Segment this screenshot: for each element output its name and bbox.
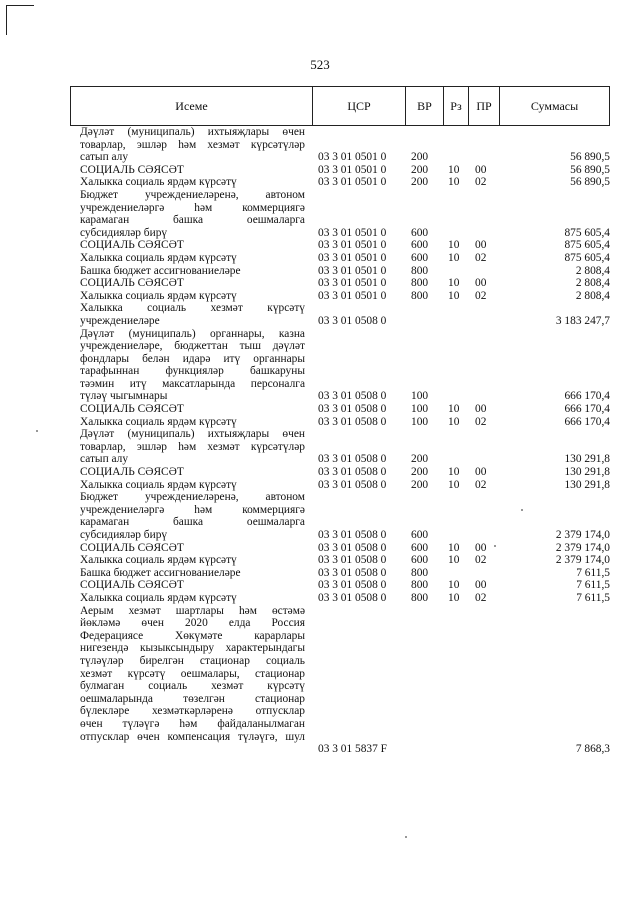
header-rz: Рз [450, 99, 462, 113]
row-csr: 03 3 01 0508 0 [318, 579, 387, 592]
row-name: Дәүләт (муниципаль) ихтыяҗлары өчен [80, 126, 305, 138]
row-sum: 2 808,4 [575, 264, 610, 277]
table-row [0, 592, 640, 605]
row-sum: 2 808,4 [575, 277, 610, 290]
table-row [0, 630, 640, 643]
row-vr: 600 [411, 251, 429, 264]
table-row [0, 164, 640, 177]
row-csr: 03 3 01 0501 0 [318, 151, 387, 164]
row-sum: 7 611,5 [576, 591, 610, 604]
row-pr: 02 [475, 415, 487, 428]
row-name: тарафыннан функцияләр башкаруны [80, 365, 305, 378]
crop-mark-horizontal [6, 5, 34, 6]
header-sum: Суммасы [530, 99, 579, 113]
row-pr: 00 [475, 541, 487, 554]
row-name: Халыкка социаль ярдәм күрсәтү [80, 478, 237, 491]
row-sum: 3 183 247,7 [555, 314, 610, 327]
row-sum: 130 291,8 [564, 466, 610, 479]
table-row [0, 453, 640, 466]
row-vr: 200 [411, 176, 429, 189]
row-name: Дәүләт (муниципаль) органнары, казна [80, 327, 305, 340]
table-row [0, 743, 640, 756]
row-name: бүлекләре хезмәткәрләренә отпусклар [80, 705, 305, 718]
table-row [0, 731, 640, 744]
table-row [0, 353, 640, 366]
row-sum: 130 291,8 [564, 453, 610, 466]
row-vr: 800 [411, 277, 429, 290]
row-vr: 800 [411, 566, 429, 579]
table-header [70, 86, 610, 126]
row-pr: 02 [475, 289, 487, 302]
row-vr: 200 [411, 478, 429, 491]
row-vr: 600 [411, 541, 429, 554]
scan-speck [36, 430, 38, 432]
row-vr: 600 [411, 239, 429, 252]
row-vr: 800 [411, 289, 429, 302]
row-vr: 200 [411, 466, 429, 479]
row-name: товарлар, эшләр һәм хезмәт күрсәтүләр [80, 138, 305, 151]
table-row [0, 126, 640, 139]
row-name: учреждениеләре [80, 314, 160, 327]
table-row [0, 668, 640, 681]
table-body [0, 126, 640, 756]
table-row [0, 529, 640, 542]
header-vr: ВР [417, 99, 432, 113]
row-name: Дәүләт (муниципаль) ихтыяҗлары өчен [80, 428, 305, 441]
row-vr: 200 [411, 163, 429, 176]
table-row [0, 302, 640, 315]
row-csr: 03 3 01 0501 0 [318, 277, 387, 290]
table-row [0, 265, 640, 278]
row-csr: 03 3 01 0501 0 [318, 239, 387, 252]
row-name: субсидияләр бирү [80, 226, 168, 239]
row-vr: 100 [411, 415, 429, 428]
row-name: Аерым хезмәт шартлары һәм өстәмә [80, 604, 305, 617]
row-csr: 03 3 01 0508 0 [318, 314, 387, 327]
row-rz: 10 [448, 403, 460, 416]
row-vr: 600 [411, 554, 429, 567]
table-row [0, 252, 640, 265]
row-csr: 03 3 01 0508 0 [318, 554, 387, 567]
row-pr: 02 [475, 554, 487, 567]
table-row [0, 554, 640, 567]
row-sum: 7 611,5 [576, 579, 610, 592]
crop-mark-vertical [6, 5, 7, 35]
row-name: субсидияләр бирү [80, 529, 168, 541]
row-sum: 875 605,4 [564, 251, 610, 264]
row-name: СОЦИАЛЬ СӘЯСӘТ [80, 466, 184, 479]
table-row [0, 567, 640, 580]
row-sum: 875 605,4 [564, 239, 610, 252]
table-row [0, 378, 640, 391]
row-csr: 03 3 01 0508 0 [318, 478, 387, 491]
row-sum: 2 808,4 [575, 289, 610, 302]
row-name: СОЦИАЛЬ СӘЯСӘТ [80, 163, 184, 176]
header-name: Исеме [175, 99, 208, 113]
row-name: Халыкка социаль ярдәм күрсәтү [80, 289, 237, 302]
table-row [0, 617, 640, 630]
header-csr: ЦСР [347, 99, 371, 113]
row-name: Халыкка социаль хезмәт күрсәтү [80, 302, 305, 315]
table-row [0, 202, 640, 215]
row-vr: 800 [411, 264, 429, 277]
table-row [0, 491, 640, 504]
row-pr: 00 [475, 277, 487, 290]
row-name: Халыкка социаль ярдәм күрсәтү [80, 176, 237, 189]
table-row [0, 151, 640, 164]
row-name: Халыкка социаль ярдәм күрсәтү [80, 251, 237, 264]
row-vr: 600 [411, 529, 429, 541]
row-name: түләүләр бирелгән стационар социаль [80, 654, 305, 667]
scan-speck [405, 836, 407, 838]
row-name: отпусклар өчен компенсация түләүгә, шул [80, 730, 305, 743]
table-row [0, 403, 640, 416]
table-row [0, 642, 640, 655]
table-row [0, 365, 640, 378]
row-csr: 03 3 01 0508 0 [318, 466, 387, 479]
row-name: Башка бюджет ассигнованиеләре [80, 264, 241, 277]
row-name: СОЦИАЛЬ СӘЯСӘТ [80, 277, 184, 290]
row-rz: 10 [448, 163, 460, 176]
table-row [0, 340, 640, 353]
row-pr: 00 [475, 163, 487, 176]
table-row [0, 139, 640, 152]
row-name: фондлары белән идарә итү органнары [80, 352, 305, 365]
row-sum: 666 170,4 [564, 403, 610, 416]
row-sum: 666 170,4 [564, 415, 610, 428]
row-name: Бюджет учреждениеләренә, автоном [80, 188, 305, 201]
row-name: нигезендә кызыксындыру характерындагы [80, 642, 305, 655]
row-name: учреждениеләргә һәм коммерциягә [80, 201, 305, 214]
table-row [0, 189, 640, 202]
row-name: сатып алу [80, 151, 129, 164]
row-name: СОЦИАЛЬ СӘЯСӘТ [80, 239, 184, 252]
row-pr: 00 [475, 403, 487, 416]
row-pr: 00 [475, 466, 487, 479]
row-rz: 10 [448, 289, 460, 302]
row-name: түләү чыгымнары [80, 390, 168, 403]
row-vr: 100 [411, 403, 429, 416]
row-pr: 02 [475, 176, 487, 189]
row-sum: 875 605,4 [564, 226, 610, 239]
row-rz: 10 [448, 554, 460, 567]
scan-speck [494, 545, 496, 547]
row-sum: 56 890,5 [570, 151, 610, 164]
table-row [0, 239, 640, 252]
row-pr: 02 [475, 478, 487, 491]
row-pr: 02 [475, 251, 487, 264]
row-sum: 2 379 174,0 [555, 529, 610, 541]
row-name: йөкләмә өчен 2020 елда Россия [80, 617, 305, 630]
table-row [0, 516, 640, 529]
table-row [0, 315, 640, 328]
row-rz: 10 [448, 478, 460, 491]
row-csr: 03 3 01 0508 0 [318, 453, 387, 466]
row-vr: 800 [411, 579, 429, 592]
row-pr: 00 [475, 579, 487, 592]
row-pr: 00 [475, 239, 487, 252]
row-rz: 10 [448, 541, 460, 554]
row-name: булмаган социаль хезмәт күрсәтү [80, 680, 305, 693]
table-row [0, 693, 640, 706]
row-rz: 10 [448, 579, 460, 592]
row-csr: 03 3 01 5837 F [318, 743, 387, 756]
row-rz: 10 [448, 176, 460, 189]
row-rz: 10 [448, 251, 460, 264]
table-row [0, 466, 640, 479]
table-row [0, 290, 640, 303]
row-csr: 03 3 01 0508 0 [318, 541, 387, 554]
row-name: хезмәт күрсәтү оешмалары, стационар [80, 667, 305, 680]
table-row [0, 479, 640, 492]
table-row [0, 441, 640, 454]
row-vr: 200 [411, 151, 429, 164]
row-csr: 03 3 01 0501 0 [318, 289, 387, 302]
table-row [0, 428, 640, 441]
row-csr: 03 3 01 0501 0 [318, 226, 387, 239]
row-name: Бюджет учреждениеләренә, автоном [80, 491, 305, 504]
header-pr: ПР [476, 99, 492, 113]
row-csr: 03 3 01 0501 0 [318, 163, 387, 176]
table-row [0, 416, 640, 429]
row-name: сатып алу [80, 453, 129, 466]
row-sum: 7 611,5 [576, 566, 610, 579]
row-name: СОЦИАЛЬ СӘЯСӘТ [80, 403, 184, 416]
row-name: карамаган башка оешмаларга [80, 214, 305, 227]
row-vr: 800 [411, 591, 429, 604]
row-name: Федерациясе Хөкүмәте карарлары [80, 629, 305, 642]
row-csr: 03 3 01 0508 0 [318, 415, 387, 428]
row-sum: 56 890,5 [570, 163, 610, 176]
row-name: товарлар, эшләр һәм хезмәт күрсәтүләр [80, 440, 305, 453]
table-row [0, 328, 640, 341]
table-row [0, 214, 640, 227]
table-row [0, 655, 640, 668]
row-name: Халыкка социаль ярдәм күрсәтү [80, 591, 237, 604]
table-row [0, 718, 640, 731]
row-csr: 03 3 01 0508 0 [318, 566, 387, 579]
row-name: Халыкка социаль ярдәм күрсәтү [80, 554, 237, 567]
table-row [0, 542, 640, 555]
row-vr: 600 [411, 226, 429, 239]
table-row [0, 680, 640, 693]
row-rz: 10 [448, 591, 460, 604]
row-sum: 56 890,5 [570, 176, 610, 189]
table-row [0, 579, 640, 592]
row-sum: 130 291,8 [564, 478, 610, 491]
table-row [0, 504, 640, 517]
row-csr: 03 3 01 0501 0 [318, 251, 387, 264]
scan-speck [521, 509, 523, 511]
row-csr: 03 3 01 0508 0 [318, 591, 387, 604]
table-row [0, 227, 640, 240]
table-row [0, 277, 640, 290]
row-name: өчен түләүгә һәм файдаланылмаган [80, 717, 305, 730]
table-row [0, 605, 640, 618]
page-number: 523 [310, 57, 330, 72]
row-csr: 03 3 01 0501 0 [318, 176, 387, 189]
row-name: тәэмин итү максатларында персоналга [80, 377, 305, 390]
row-sum: 2 379 174,0 [555, 554, 610, 567]
row-name: СОЦИАЛЬ СӘЯСӘТ [80, 541, 184, 554]
table-row [0, 176, 640, 189]
row-name: карамаган башка оешмаларга [80, 516, 305, 529]
row-csr: 03 3 01 0508 0 [318, 403, 387, 416]
row-rz: 10 [448, 239, 460, 252]
row-name: Башка бюджет ассигнованиеләре [80, 566, 241, 579]
row-name: учреждениеләргә һәм коммерциягә [80, 503, 305, 516]
row-name: учреждениеләре, бюджеттан тыш дәүләт [80, 340, 305, 353]
row-csr: 03 3 01 0508 0 [318, 529, 387, 541]
row-name: СОЦИАЛЬ СӘЯСӘТ [80, 579, 184, 592]
row-csr: 03 3 01 0501 0 [318, 264, 387, 277]
row-sum: 2 379 174,0 [555, 541, 610, 554]
table-row [0, 705, 640, 718]
row-vr: 200 [411, 453, 429, 466]
row-name: Халыкка социаль ярдәм күрсәтү [80, 415, 237, 428]
row-rz: 10 [448, 466, 460, 479]
row-rz: 10 [448, 415, 460, 428]
row-sum: 7 868,3 [575, 743, 610, 756]
row-pr: 02 [475, 591, 487, 604]
row-sum: 666 170,4 [564, 390, 610, 403]
table-row [0, 390, 640, 403]
row-csr: 03 3 01 0508 0 [318, 390, 387, 403]
row-vr: 100 [411, 390, 429, 403]
row-name: оешмаларында төзелгән стационар [80, 692, 305, 705]
row-rz: 10 [448, 277, 460, 290]
